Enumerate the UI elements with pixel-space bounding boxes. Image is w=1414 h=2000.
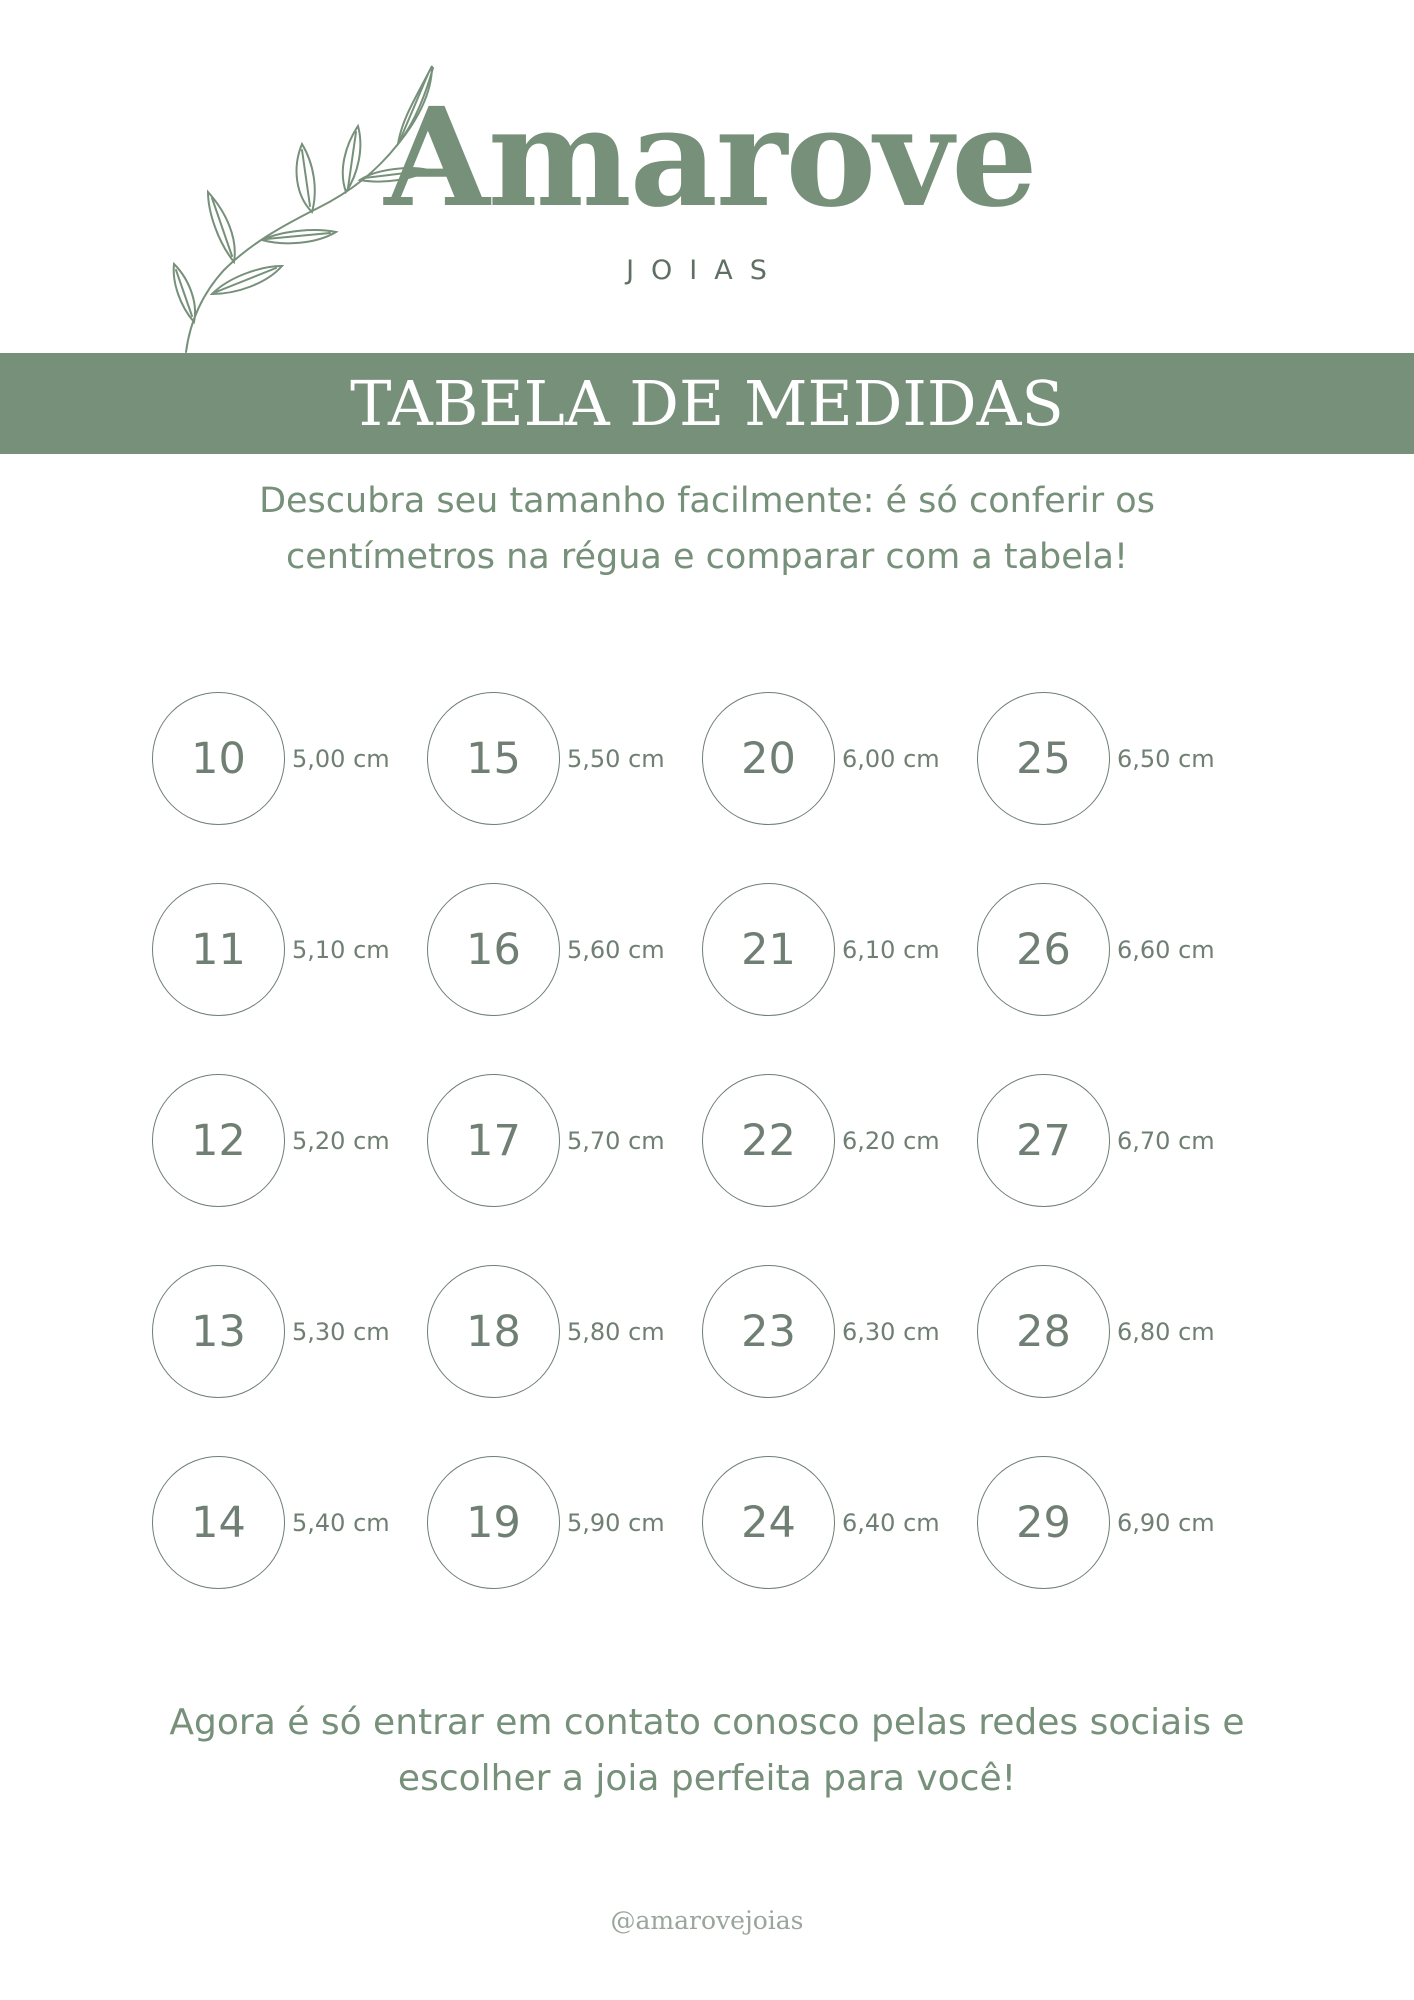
brand-logo: Amarove (384, 78, 1036, 238)
size-measurement: 6,10 cm (842, 935, 940, 964)
size-circle: 26 (977, 883, 1110, 1016)
size-circle: 23 (702, 1265, 835, 1398)
intro-text (107, 473, 1307, 585)
size-circle: 11 (152, 883, 285, 1016)
size-measurement: 5,80 cm (567, 1317, 665, 1346)
size-item (427, 883, 702, 1016)
size-item (427, 1265, 702, 1398)
size-measurement: 6,90 cm (1117, 1508, 1215, 1537)
size-circle: 28 (977, 1265, 1110, 1398)
size-item (427, 1456, 702, 1589)
size-circle: 16 (427, 883, 560, 1016)
size-item (977, 1074, 1252, 1207)
size-item (152, 1456, 427, 1589)
size-circle: 20 (702, 692, 835, 825)
size-circle: 14 (152, 1456, 285, 1589)
size-circle: 17 (427, 1074, 560, 1207)
size-circle: 12 (152, 1074, 285, 1207)
size-measurement: 6,20 cm (842, 1126, 940, 1155)
size-item (977, 692, 1252, 825)
size-item (427, 692, 702, 825)
size-measurement: 5,90 cm (567, 1508, 665, 1537)
size-item (152, 883, 427, 1016)
size-item (702, 1456, 977, 1589)
brand-subtitle: JOIAS (626, 255, 784, 286)
size-circle: 13 (152, 1265, 285, 1398)
size-measurement: 5,10 cm (292, 935, 390, 964)
size-circle: 18 (427, 1265, 560, 1398)
size-measurement: 5,50 cm (567, 744, 665, 773)
outro-line-2: escolher a joia perfeita para você! (397, 1758, 1017, 1799)
size-item (152, 1265, 427, 1398)
outro-line-1: Agora é só entrar em contato conosco pelas redes sociais e (169, 1702, 1245, 1743)
size-circle: 22 (702, 1074, 835, 1207)
size-measurement: 6,60 cm (1117, 935, 1215, 964)
size-chart (152, 692, 1252, 1592)
social-handle: @amarovejoias (610, 1906, 804, 1935)
size-measurement: 5,60 cm (567, 935, 665, 964)
page-title: TABELA DE MEDIDAS (350, 367, 1064, 440)
size-item (702, 692, 977, 825)
size-item (152, 1074, 427, 1207)
size-item (702, 1265, 977, 1398)
size-measurement: 6,80 cm (1117, 1317, 1215, 1346)
size-item (427, 1074, 702, 1207)
size-circle: 15 (427, 692, 560, 825)
size-measurement: 6,50 cm (1117, 744, 1215, 773)
size-measurement: 6,30 cm (842, 1317, 940, 1346)
outro-text (107, 1695, 1307, 1807)
size-item (702, 883, 977, 1016)
size-measurement: 5,00 cm (292, 744, 390, 773)
size-circle: 25 (977, 692, 1110, 825)
size-circle: 29 (977, 1456, 1110, 1589)
size-measurement: 6,70 cm (1117, 1126, 1215, 1155)
size-circle: 21 (702, 883, 835, 1016)
size-item (977, 883, 1252, 1016)
intro-line-2: centímetros na régua e comparar com a tabela! (285, 537, 1129, 577)
size-item (977, 1265, 1252, 1398)
size-measurement: 6,00 cm (842, 744, 940, 773)
size-measurement: 5,20 cm (292, 1126, 390, 1155)
size-circle: 10 (152, 692, 285, 825)
size-circle: 19 (427, 1456, 560, 1589)
size-measurement: 5,40 cm (292, 1508, 390, 1537)
size-measurement: 5,70 cm (567, 1126, 665, 1155)
size-item (977, 1456, 1252, 1589)
size-measurement: 5,30 cm (292, 1317, 390, 1346)
size-circle: 27 (977, 1074, 1110, 1207)
size-measurement: 6,40 cm (842, 1508, 940, 1537)
size-item (152, 692, 427, 825)
size-circle: 24 (702, 1456, 835, 1589)
intro-line-1: Descubra seu tamanho facilmente: é só conferir os (259, 481, 1155, 521)
size-item (702, 1074, 977, 1207)
